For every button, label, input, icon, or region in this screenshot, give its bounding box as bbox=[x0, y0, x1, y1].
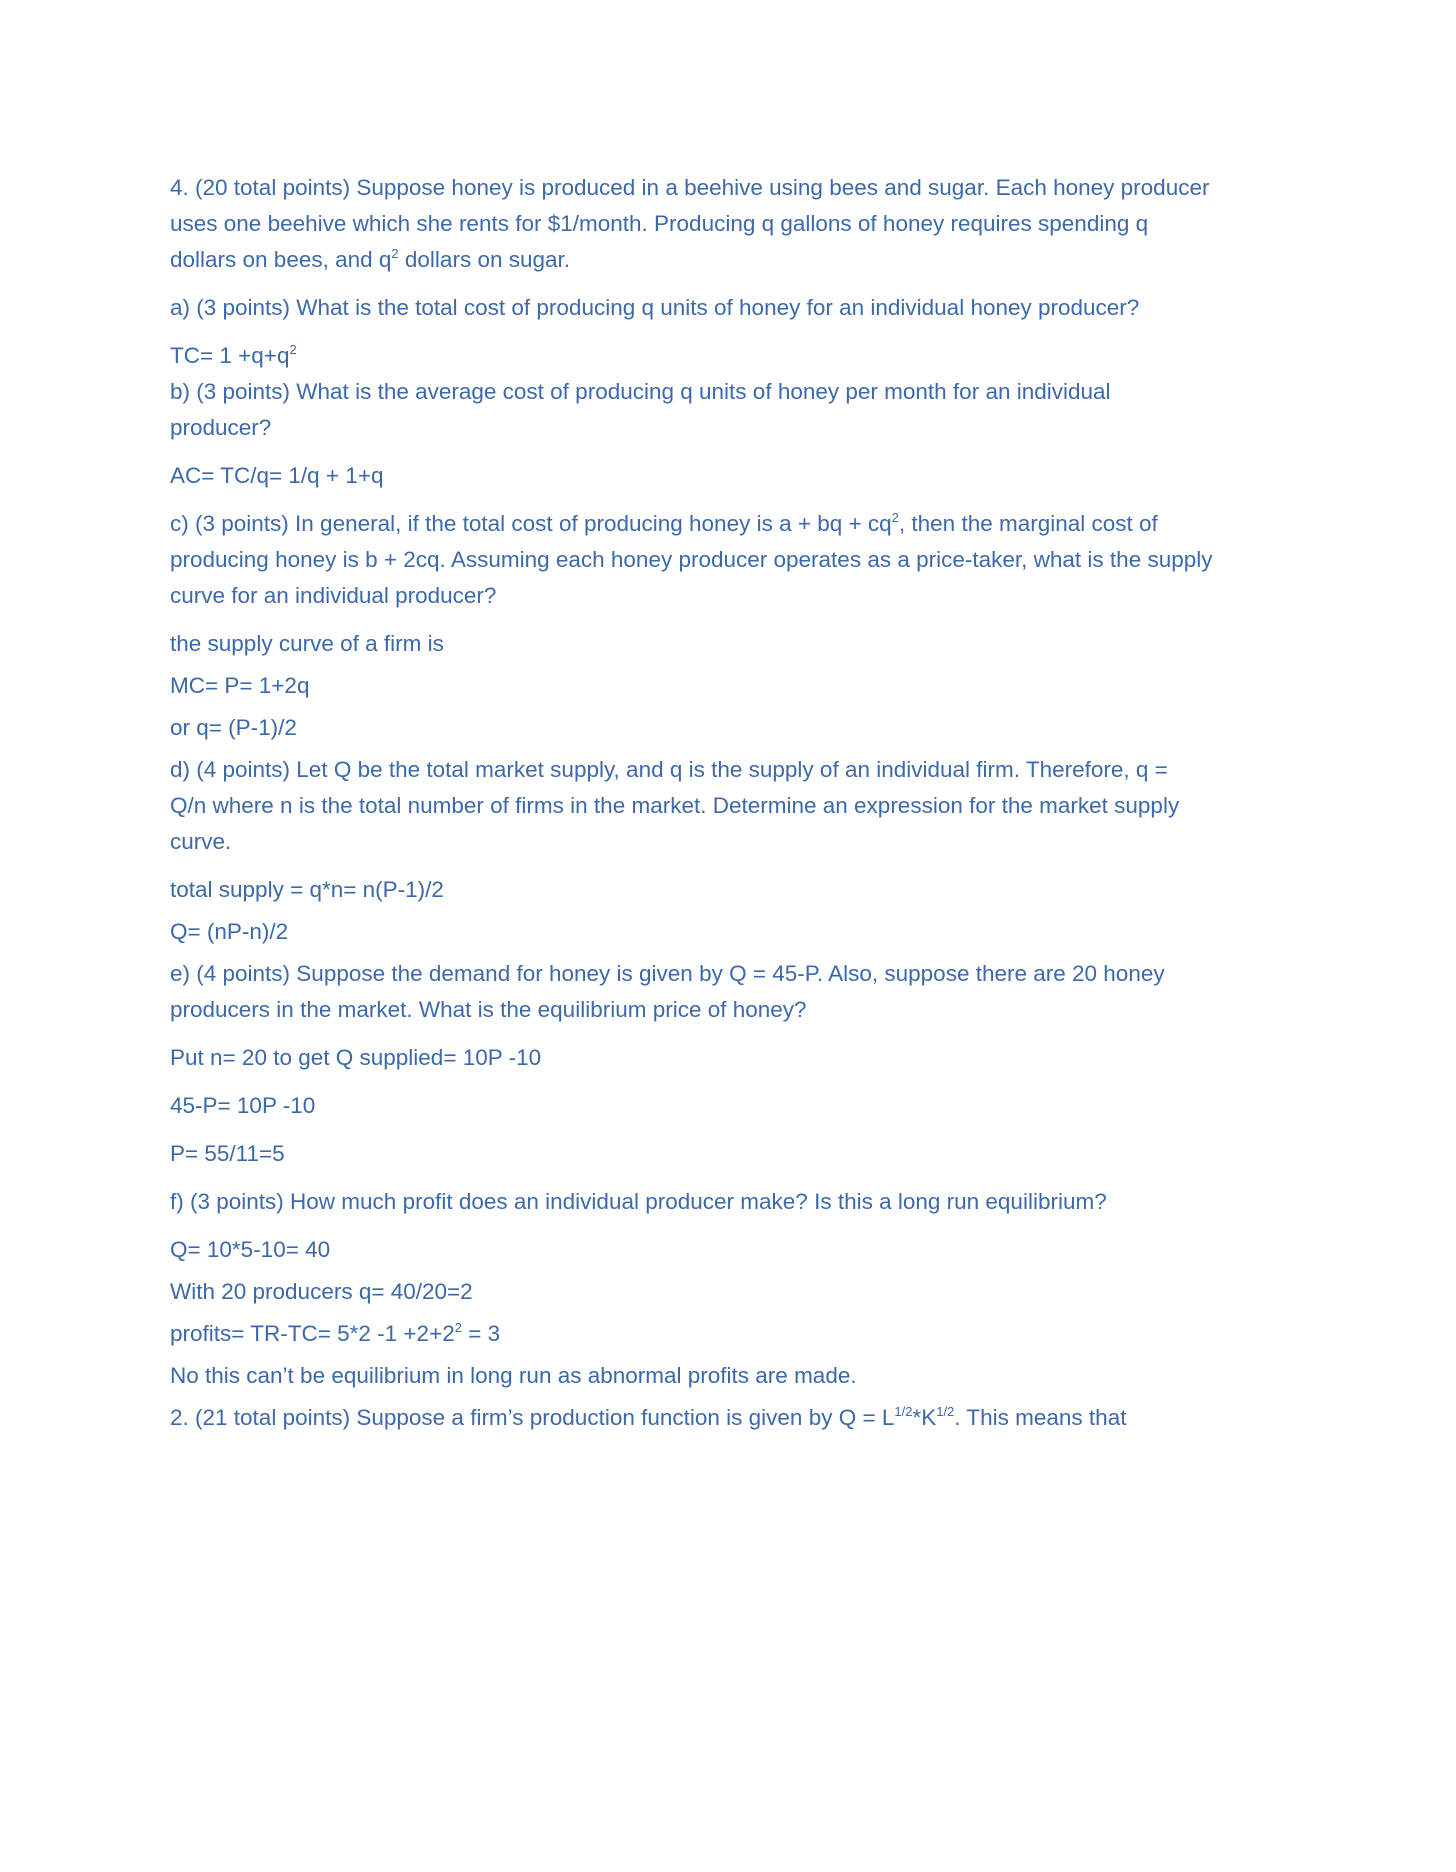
text-line: c) (3 points) In general, if the total cost of producing honey is a + bq + $cq^2$, then the marginal cost of bbox=[170, 510, 1158, 536]
answer-f bbox=[170, 1232, 1300, 1394]
answer-a bbox=[170, 338, 1300, 374]
answer-d bbox=[170, 872, 1300, 950]
text-line: 45-P= 10P -10 bbox=[170, 1093, 316, 1118]
question-b bbox=[170, 374, 1300, 446]
text-line: Q= 10*5-10= 40 bbox=[170, 1237, 331, 1262]
question-e bbox=[170, 956, 1300, 1028]
superscript: 2 bbox=[454, 1320, 462, 1335]
text-line: producers in the market. What is the equilibrium price of honey? bbox=[170, 997, 807, 1022]
text-line: $TC= 1 +q+q^2$ bbox=[170, 342, 297, 368]
text-line: e) (4 points) Suppose the demand for honey is given by Q = 45-P. Also, suppose there are 20 honey bbox=[170, 961, 1165, 986]
text-line: Q/n where n is the total number of firms in the market. Determine an expression for the market supply bbox=[170, 793, 1180, 818]
text-line: With 20 producers q= 40/20=2 bbox=[170, 1279, 473, 1304]
question-d bbox=[170, 752, 1300, 860]
text-line: 4. (20 total points) Suppose honey is produced in a beehive using bees and sugar. Each honey producer bbox=[170, 175, 1210, 200]
question-a bbox=[170, 290, 1300, 326]
answer-c bbox=[170, 626, 1300, 746]
answer-b bbox=[170, 458, 1300, 494]
text-line: a) (3 points) What is the total cost of producing q units of honey for an individual honey producer? bbox=[170, 295, 1140, 320]
question-2-intro bbox=[170, 1400, 1300, 1436]
question-c bbox=[170, 506, 1300, 614]
text-line: f) (3 points) How much profit does an individual producer make? Is this a long run equilibrium? bbox=[170, 1189, 1107, 1214]
text-line: uses one beehive which she rents for $1/month. Producing q gallons of honey requires spending q bbox=[170, 211, 1149, 236]
text-line: producing honey is b + 2cq. Assuming each honey producer operates as a price-taker, what is the supply bbox=[170, 547, 1213, 572]
text-line: MC= P= 1+2q bbox=[170, 673, 310, 698]
text-line: curve. bbox=[170, 829, 232, 854]
text-line: b) (3 points) What is the average cost of producing q units of honey per month for an individual bbox=[170, 379, 1111, 404]
text-line: AC= TC/q= 1/q + 1+q bbox=[170, 463, 384, 488]
text-line: d) (4 points) Let Q be the total market supply, and q is the supply of an individual firm. Therefore, q = bbox=[170, 757, 1168, 782]
superscript: 1/2 bbox=[936, 1404, 955, 1419]
text-line: or q= (P-1)/2 bbox=[170, 715, 297, 740]
text-line: 2. (21 total points) Suppose a firm’s production function is given by $Q = L^{1/2}*K^{1/2}$. This means that bbox=[170, 1404, 1127, 1430]
text-line: Put n= 20 to get Q supplied= 10P -10 bbox=[170, 1045, 542, 1070]
superscript: 2 bbox=[891, 510, 899, 525]
superscript: 2 bbox=[289, 342, 297, 357]
superscript: 1/2 bbox=[894, 1404, 913, 1419]
text-line: total supply = q*n= n(P-1)/2 bbox=[170, 877, 444, 902]
text-line: the supply curve of a firm is bbox=[170, 631, 444, 656]
document-page bbox=[170, 170, 1300, 1436]
text-line: Q= (nP-n)/2 bbox=[170, 919, 289, 944]
text-line: profits= TR-TC= 5*2 $-1 +2+2^2 = 3$ bbox=[170, 1320, 501, 1346]
text-line: P= 55/11=5 bbox=[170, 1141, 285, 1166]
text-line: curve for an individual producer? bbox=[170, 583, 497, 608]
question-4-intro bbox=[170, 170, 1300, 278]
text-line: producer? bbox=[170, 415, 272, 440]
superscript: 2 bbox=[391, 246, 399, 261]
answer-e bbox=[170, 1040, 1300, 1172]
text-line: No this can’t be equilibrium in long run as abnormal profits are made. bbox=[170, 1363, 857, 1388]
text-line: dollars on bees, and $q^2$ dollars on sugar. bbox=[170, 246, 571, 272]
question-f bbox=[170, 1184, 1300, 1220]
